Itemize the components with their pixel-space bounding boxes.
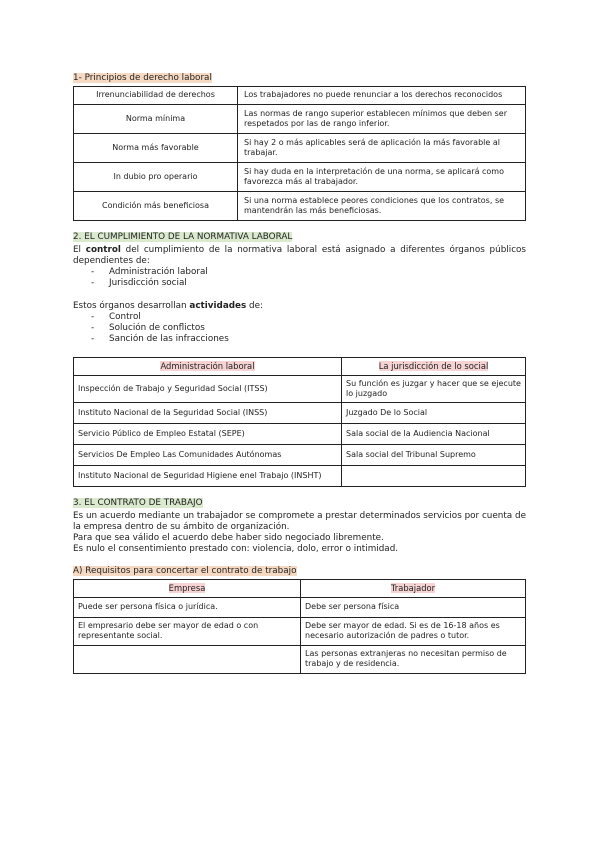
principle-term: In dubio pro operario	[74, 162, 238, 191]
principle-term: Norma más favorable	[74, 133, 238, 162]
principle-desc: Si hay duda en la interpretación de una norma, se aplicará como favorezca más al trabajador.	[238, 162, 526, 191]
section-2-title: 2. EL CUMPLIMIENTO DE LA NORMATIVA LABORAL	[73, 231, 293, 242]
table-row	[74, 133, 526, 162]
table-cell: Servicios De Empleo Las Comunidades Autónomas	[74, 444, 342, 465]
table-row	[74, 444, 526, 465]
table-row	[74, 617, 526, 645]
activities-text: de:	[246, 300, 264, 311]
intro-text: del cumplimiento de la normativa laboral está asignado a diferentes órganos públicos dependientes de:	[73, 244, 526, 266]
table-cell: Las personas extranjeras no necesitan permiso de trabajo y de residencia.	[301, 645, 526, 673]
contract-validity: Para que sea válido el acuerdo debe haber sido negociado libremente.	[73, 532, 384, 543]
activities-bold-text: actividades	[189, 300, 247, 311]
list-item: - Solución de conflictos	[91, 323, 526, 334]
contract-definition: Es un acuerdo mediante un trabajador se compromete a prestar determinados servicios por cuenta de la empresa dentro de su ámbito de organización.	[73, 510, 526, 532]
principle-term: Irrenunciabilidad de derechos	[74, 86, 238, 104]
section-3-title: 3. EL CONTRATO DE TRABAJO	[73, 497, 203, 508]
principle-desc: Los trabajadores no puede renunciar a los derechos reconocidos	[238, 86, 526, 104]
table-cell: Debe ser mayor de edad. Si es de 16-18 años es necesario autorización de padres o tutor.	[301, 617, 526, 645]
table-cell: Debe ser persona física	[301, 597, 526, 617]
intro-text: El	[73, 244, 86, 255]
table-cell: Sala social de la Audiencia Nacional	[342, 423, 526, 444]
table-cell: Juzgado De lo Social	[342, 402, 526, 423]
table-header	[342, 357, 526, 375]
list-item: - Control	[91, 312, 526, 323]
intro-bold-text: control	[85, 244, 121, 255]
table-header-row	[74, 579, 526, 597]
principles-table	[73, 86, 526, 221]
table-cell: Sala social del Tribunal Supremo	[342, 444, 526, 465]
section-1-heading-wrap	[73, 73, 526, 84]
principle-term: Norma mínima	[74, 104, 238, 133]
organs-table	[73, 357, 526, 487]
activities-text: Estos órganos desarrollan	[73, 300, 190, 311]
table-cell	[74, 645, 301, 673]
table-row	[74, 86, 526, 104]
list-item: - Administración laboral	[91, 267, 526, 278]
table-header	[74, 357, 342, 375]
table-row	[74, 465, 526, 486]
principle-term: Condición más beneficiosa	[74, 191, 238, 220]
table-header-row	[74, 357, 526, 375]
table-cell: Servicio Público de Empleo Estatal (SEPE)	[74, 423, 342, 444]
header-label: Administración laboral	[160, 361, 255, 372]
contract-nullity: Es nulo el consentimiento prestado con: violencia, dolo, error o intimidad.	[73, 543, 399, 554]
principle-desc: Si una norma establece peores condiciones que los contratos, se mantendrán las más beneficiosas.	[238, 191, 526, 220]
table-row	[74, 162, 526, 191]
section-2-intro	[73, 245, 526, 267]
list-item: - Jurisdicción social	[91, 278, 526, 289]
table-cell: Su función es juzgar y hacer que se ejecute lo juzgado	[342, 375, 526, 402]
list-item: - Sanción de las infracciones	[91, 334, 526, 345]
table-cell: Puede ser persona física o jurídica.	[74, 597, 301, 617]
header-label: La jurisdicción de lo social	[378, 361, 489, 372]
principle-desc: Si hay 2 o más aplicables será de aplicación la más favorable al trabajar.	[238, 133, 526, 162]
table-header	[301, 579, 526, 597]
table-header	[74, 579, 301, 597]
requirements-heading-wrap	[73, 566, 526, 577]
requirements-table	[73, 579, 526, 674]
table-cell: El empresario debe ser mayor de edad o con representante social.	[74, 617, 301, 645]
header-label: Trabajador	[390, 583, 436, 593]
section-2-heading-wrap	[73, 232, 526, 243]
table-row	[74, 645, 526, 673]
table-row	[74, 375, 526, 402]
table-row	[74, 191, 526, 220]
table-cell: Inspección de Trabajo y Seguridad Social (ITSS)	[74, 375, 342, 402]
activities-list	[91, 312, 526, 345]
table-cell: Instituto Nacional de Seguridad Higiene enel Trabajo (INSHT)	[74, 465, 342, 486]
table-row	[74, 104, 526, 133]
section-3-heading-wrap	[73, 498, 526, 509]
table-cell: Instituto Nacional de la Seguridad Social (INSS)	[74, 402, 342, 423]
header-label: Empresa	[168, 583, 206, 593]
table-cell	[342, 465, 526, 486]
table-row	[74, 423, 526, 444]
section-1-title: 1- Principios de derecho laboral	[73, 73, 212, 83]
table-row	[74, 402, 526, 423]
table-row	[74, 597, 526, 617]
bodies-list	[91, 267, 526, 289]
requirements-subtitle: A) Requisitos para concertar el contrato de trabajo	[73, 565, 297, 576]
activities-intro	[73, 301, 526, 312]
principle-desc: Las normas de rango superior establecen mínimos que deben ser respetados por las de rango inferior.	[238, 104, 526, 133]
